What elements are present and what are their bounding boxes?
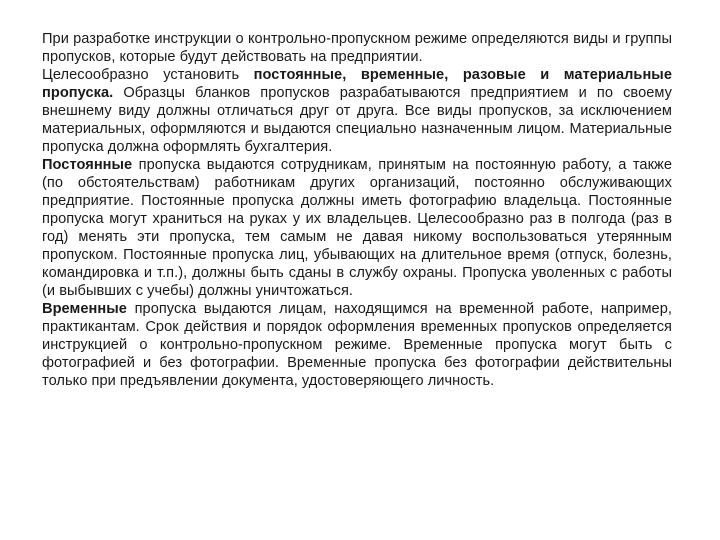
paragraph-lead-text: Целесообразно установить [42, 67, 254, 83]
paragraph-pass-types-intro [42, 30, 672, 66]
paragraph-pass-categories [42, 66, 672, 156]
pass-categories-emphasis: постоянные, временные, разовые и материальные пропуска. [42, 67, 672, 101]
paragraph-text: пропуска выдаются сотрудникам, принятым на постоянную работу, а также (по обстоятельствам) работникам других организаций, постоянно обслуживающих предприятие. Постоянные пропуска должны иметь фотографию владельца. Постоянные пропуска могут храниться на руках у их владельцев. Целесообразно раз в полгода (раз в год) менять эти пропуска, тем самым не давая никому воспользоваться утерянным пропуском. Постоянные пропуска лиц, убывающих на длительное время (отпуск, болезнь, командировка и т.п.), должны быть сданы в службу охраны. Пропуска уволенных с работы (и выбывших с учебы) должны уничтожаться. [42, 157, 672, 299]
permanent-passes-term: Постоянные [42, 157, 133, 173]
temporary-passes-term: Временные [42, 301, 127, 317]
paragraph-temporary-passes [42, 300, 672, 390]
paragraph-text: При разработке инструкции о контрольно-пропускном режиме определяются виды и группы пропусков, которые будут действовать на предприятии. [42, 31, 672, 65]
paragraph-permanent-passes [42, 156, 672, 300]
paragraph-text: Образцы бланков пропусков разрабатываются предприятием и по своему внешнему виду должны отличаться друг от друга. Все виды пропусков, за исключением материальных, оформляются и выдаются специально назначенным лицом. Материальные пропуска должна оформлять бухгалтерия. [42, 85, 672, 155]
paragraph-text: пропуска выдаются лицам, находящимся на временной работе, например, практикантам. Срок действия и порядок оформления временных пропусков определяется инструкцией о контрольно-пропускном режиме. Временные пропуска могут быть с фотографией и без фотографии. Временные пропуска без фотографии действительны только при предъявлении документа, удостоверяющего личность. [42, 301, 672, 389]
